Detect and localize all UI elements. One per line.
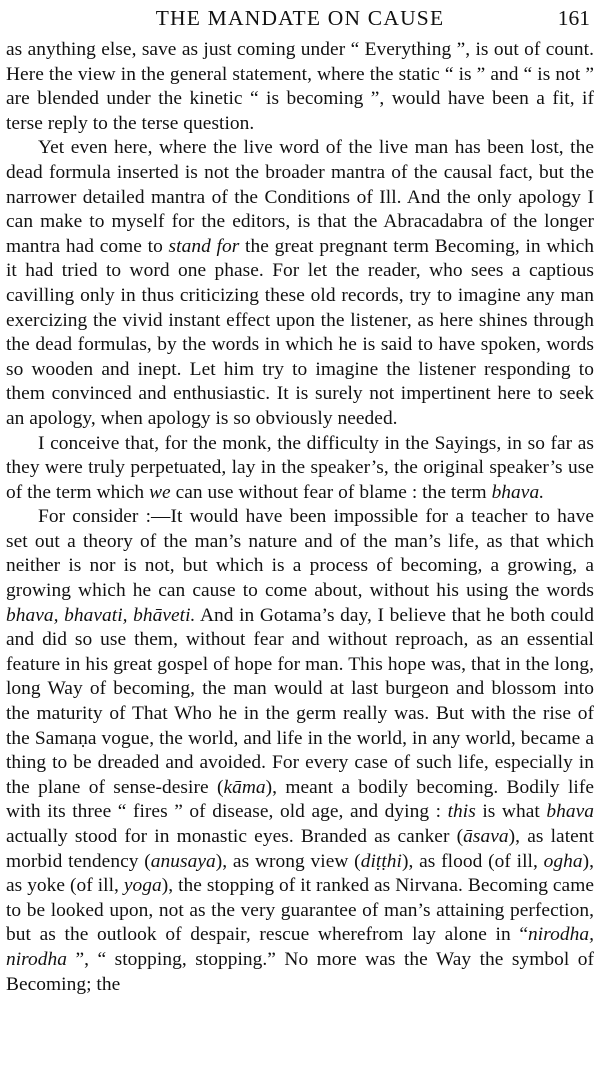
text-run: For consider :—It would have been impossible for a teacher to have set out a theory of the man’s nature and of the man’s life, as that which neither is nor is not, but which is a process of becoming, a growing, a growing which he can cause to come about, without his using the words bbox=[6, 506, 594, 602]
text-run: ”, “ stopping, stopping.” No more was the Way the symbol of Becoming; the bbox=[6, 948, 594, 995]
italic-text: this bbox=[447, 801, 476, 823]
running-head bbox=[6, 4, 594, 38]
italic-text: we bbox=[149, 481, 171, 503]
paragraph-3 bbox=[6, 432, 594, 506]
italic-text: yoga bbox=[123, 875, 162, 897]
text-run: ), as yoke (of ill, bbox=[6, 850, 595, 897]
text-run: the great pregnant term Becoming, in which it had tried to word one phase. For let the reader, who sees a captious cavilling only in thus criticizing these old records, try to imagine any man exercizing the vivid instant effect upon the listener, as here shines through the dead formulas, by the words in which he is said to have spoken, words so wooden and inept. Let him try to imagine the listener responding to them convinced and enthusiastic. It is surely not impertinent here to seek an apology, when apology is so obviously needed. bbox=[6, 235, 595, 429]
italic-text: kāma bbox=[223, 776, 266, 798]
paragraph-1 bbox=[6, 38, 594, 136]
italic-text: stand for bbox=[168, 235, 240, 257]
italic-text: bhava, bhavati, bhāveti. bbox=[6, 604, 196, 626]
italic-text: āsava bbox=[463, 826, 509, 847]
body-text bbox=[6, 38, 594, 997]
text-run: as anything else, save as just coming under “ Everything ”, is out of count. Here the view in the general statement, where the static “ is ” and “ is not ” are blended under the kinetic “ is becoming ”, would have been a fit, if terse reply to the terse question. bbox=[6, 39, 594, 134]
italic-text: bhava. bbox=[491, 481, 545, 503]
text-run: ), as flood (of ill, bbox=[401, 850, 544, 872]
text-run: can use without fear of blame : the term bbox=[170, 481, 492, 503]
italic-text: ogha bbox=[543, 850, 583, 872]
text-run: And in Gotama’s day, I believe that he both could and did so use them, without fear and without reproach, as an essential feature in his great gospel of hope for man. This hope was, that in the long, long Way of becoming, the man would at last burgeon and blossom into the maturity of That Who he in the germ really was. But with the rise of the Samaṇa vogue, the world, and life in the world, in any world, became a thing to be dreaded and avoided. For every case of such life, especially in the plane of sense-desire ( bbox=[6, 604, 595, 798]
paragraph-2 bbox=[6, 136, 594, 431]
italic-text: nirodha, nirodha bbox=[6, 924, 594, 970]
italic-text: anusaya bbox=[150, 850, 216, 872]
text-run: Yet even here, where the live word of the live man has been lost, the dead formula inserted is not the broader mantra of the causal fact, but the narrower detailed mantra of the Conditions of Ill. And the only apology I can make to myself for the editors, is that the Abracadabra of the longer mantra had come to bbox=[6, 137, 594, 257]
page-number: 161 bbox=[557, 6, 590, 30]
text-run: is what bbox=[475, 801, 547, 823]
italic-text: bhava bbox=[546, 801, 595, 823]
text-run: actually stood for in monastic eyes. Branded as canker ( bbox=[6, 826, 464, 847]
text-run: I conceive that, for the monk, the difficulty in the Sayings, in so far as they were truly perpetuated, lay in the speaker’s, the original speaker’s use of the term which bbox=[6, 432, 594, 503]
italic-text: diṭṭhi bbox=[360, 850, 402, 872]
running-title: THE MANDATE ON CAUSE bbox=[155, 6, 445, 30]
text-run: ), as wrong view ( bbox=[215, 850, 361, 872]
text-run: ), as latent morbid tendency ( bbox=[6, 826, 594, 872]
text-run: ), the stopping of it ranked as Nirvana. Becoming came to be looked upon, not as the very guarantee of man’s attaining perfection, but as the outlook of despair, rescue wherefrom lay alone in “ bbox=[6, 875, 594, 946]
text-run: ), meant a bodily becoming. Bodily life with its three “ fires ” of disease, old age, and dying : bbox=[6, 776, 595, 823]
paragraph-4 bbox=[6, 505, 594, 997]
